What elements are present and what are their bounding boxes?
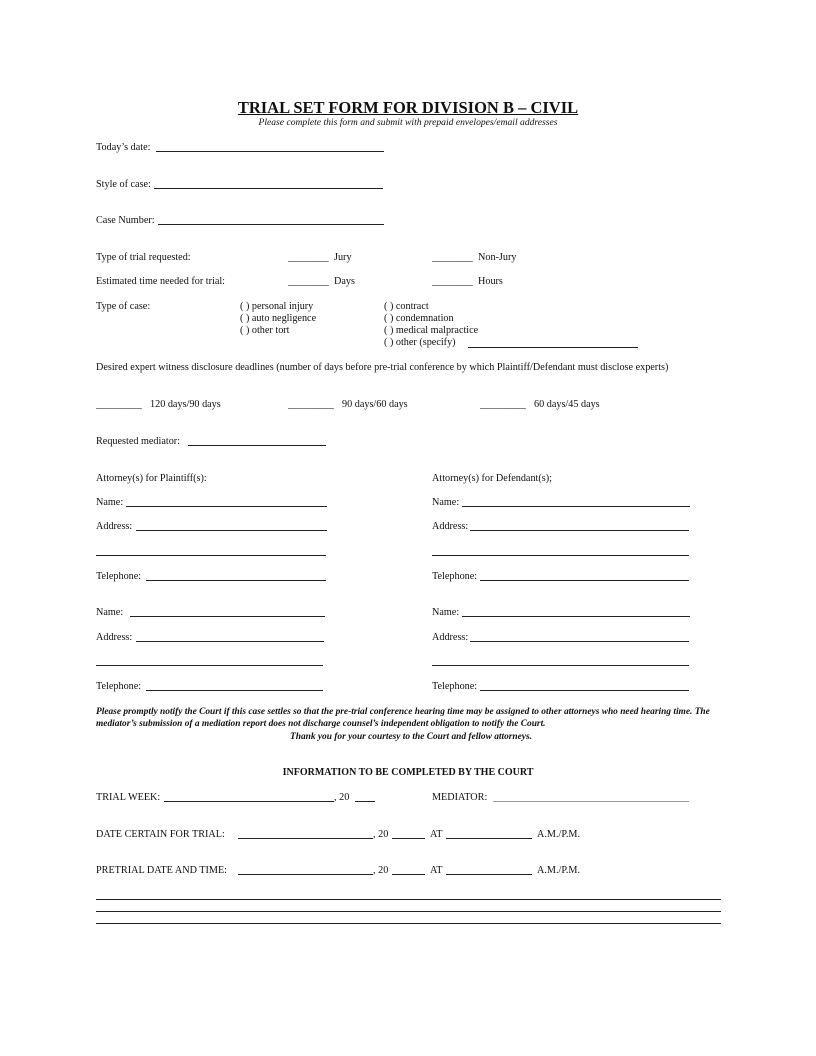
defendant-address-label: Address: bbox=[432, 521, 469, 532]
jury-label: Jury bbox=[334, 252, 352, 263]
case-type-option[interactable]: ( ) condemnation bbox=[384, 313, 454, 324]
case-type-option[interactable]: ( ) medical malpractice bbox=[384, 325, 479, 336]
notice-text: Please promptly notify the Court if this case settles so that the pre-trial conference hearing time may be assigned to other attorneys who need hearing time. The mediator’s submission of a mediation report does not discharge counsel’s independent obligation to notify the Court. bbox=[96, 707, 710, 730]
plaintiff-telephone-field[interactable] bbox=[146, 580, 326, 581]
plaintiff-address-field[interactable] bbox=[136, 641, 324, 642]
trial-week-year-field[interactable] bbox=[355, 801, 375, 802]
expert-option-label: 120 days/90 days bbox=[150, 399, 221, 410]
pretrial-at: AT bbox=[430, 865, 443, 876]
case-type-label: Type of case: bbox=[96, 301, 151, 312]
defendant-name-field[interactable] bbox=[462, 506, 690, 507]
nonjury-blank[interactable]: ________ bbox=[432, 252, 473, 263]
form-title: TRIAL SET FORM FOR DIVISION B – CIVIL bbox=[237, 98, 579, 117]
notice-thanks: Thank you for your courtesy to the Court and fellow attorneys. bbox=[290, 731, 532, 742]
plaintiff-telephone-label: Telephone: bbox=[96, 681, 142, 692]
estimated-time-label: Estimated time needed for trial: bbox=[96, 276, 225, 287]
hours-blank[interactable]: ________ bbox=[432, 276, 473, 287]
notes-line[interactable] bbox=[96, 899, 721, 900]
expert-option-blank[interactable]: _________ bbox=[480, 399, 526, 410]
plaintiff-address-line2[interactable] bbox=[96, 665, 323, 666]
defendant-telephone-field[interactable] bbox=[480, 580, 689, 581]
date-certain-field[interactable] bbox=[238, 838, 373, 839]
plaintiff-address-label: Address: bbox=[96, 521, 133, 532]
plaintiff-name-field[interactable] bbox=[130, 616, 325, 617]
trial-type-label: Type of trial requested: bbox=[96, 252, 191, 263]
requested-mediator-field[interactable] bbox=[188, 445, 326, 446]
defendant-address-line2[interactable] bbox=[432, 665, 689, 666]
plaintiff-address-field[interactable] bbox=[136, 530, 327, 531]
defendant-address-field[interactable] bbox=[470, 641, 689, 642]
plaintiff-name-field[interactable] bbox=[126, 506, 327, 507]
todays-date-label: Today’s date: bbox=[96, 142, 151, 153]
pretrial-date-field[interactable] bbox=[238, 874, 373, 875]
notes-line[interactable] bbox=[96, 911, 721, 912]
defendant-telephone-label: Telephone: bbox=[432, 571, 478, 582]
plaintiff-name-label: Name: bbox=[96, 497, 124, 508]
date-certain-at: AT bbox=[430, 829, 443, 840]
trial-week-field[interactable] bbox=[164, 801, 334, 802]
case-type-option[interactable]: ( ) personal injury bbox=[240, 301, 314, 312]
form-subtitle: Please complete this form and submit with prepaid envelopes/email addresses bbox=[258, 117, 558, 128]
days-blank[interactable]: ________ bbox=[288, 276, 329, 287]
style-of-case-field[interactable] bbox=[154, 188, 383, 189]
date-certain-time-field[interactable] bbox=[446, 838, 532, 839]
defendant-telephone-label: Telephone: bbox=[432, 681, 478, 692]
defendant-name-label: Name: bbox=[432, 497, 460, 508]
date-certain-label: DATE CERTAIN FOR TRIAL: bbox=[96, 829, 225, 840]
expert-option-label: 90 days/60 days bbox=[342, 399, 408, 410]
days-label: Days bbox=[334, 276, 355, 287]
notes-line[interactable] bbox=[96, 923, 721, 924]
plaintiff-address-line2[interactable] bbox=[96, 555, 326, 556]
defendant-heading: Attorney(s) for Defendant(s); bbox=[432, 473, 552, 484]
date-certain-ampm: A.M./P.M. bbox=[537, 829, 581, 840]
trial-week-label: TRIAL WEEK: bbox=[96, 792, 161, 803]
expert-deadline-text: Desired expert witness disclosure deadlines (number of days before pre-trial conference by which Plaintiff/Defendant must disclose experts) bbox=[96, 362, 669, 373]
case-type-option[interactable]: ( ) auto negligence bbox=[240, 313, 317, 324]
pretrial-year-field[interactable] bbox=[392, 874, 425, 875]
plaintiff-telephone-field[interactable] bbox=[146, 690, 323, 691]
case-number-field[interactable] bbox=[158, 224, 384, 225]
case-type-option[interactable]: ( ) contract bbox=[384, 301, 429, 312]
defendant-address-label: Address: bbox=[432, 632, 469, 643]
court-section-heading: INFORMATION TO BE COMPLETED BY THE COURT bbox=[282, 767, 534, 778]
court-mediator-label: MEDIATOR: bbox=[432, 792, 488, 803]
defendant-name-label: Name: bbox=[432, 607, 460, 618]
court-mediator-field[interactable] bbox=[493, 801, 689, 802]
pretrial-ampm: A.M./P.M. bbox=[537, 865, 581, 876]
defendant-address-line2[interactable] bbox=[432, 555, 689, 556]
settlement-notice bbox=[96, 706, 726, 743]
case-type-option-other[interactable]: ( ) other (specify) bbox=[384, 337, 456, 348]
expert-option-label: 60 days/45 days bbox=[534, 399, 600, 410]
plaintiff-name-label: Name: bbox=[96, 607, 124, 618]
expert-option-blank[interactable]: _________ bbox=[288, 399, 334, 410]
other-specify-field[interactable] bbox=[468, 347, 638, 348]
plaintiff-address-label: Address: bbox=[96, 632, 133, 643]
plaintiff-telephone-label: Telephone: bbox=[96, 571, 142, 582]
date-certain-year-prefix: , 20 bbox=[373, 829, 389, 840]
todays-date-field[interactable] bbox=[156, 151, 384, 152]
jury-blank[interactable]: ________ bbox=[288, 252, 329, 263]
style-of-case-label: Style of case: bbox=[96, 179, 151, 190]
requested-mediator-label: Requested mediator: bbox=[96, 436, 181, 447]
pretrial-time-field[interactable] bbox=[446, 874, 532, 875]
case-type-option[interactable]: ( ) other tort bbox=[240, 325, 290, 336]
defendant-name-field[interactable] bbox=[462, 616, 690, 617]
plaintiff-heading: Attorney(s) for Plaintiff(s): bbox=[96, 473, 207, 484]
date-certain-year-field[interactable] bbox=[392, 838, 425, 839]
defendant-telephone-field[interactable] bbox=[480, 690, 689, 691]
expert-option-blank[interactable]: _________ bbox=[96, 399, 142, 410]
pretrial-label: PRETRIAL DATE AND TIME: bbox=[96, 865, 228, 876]
nonjury-label: Non-Jury bbox=[478, 252, 517, 263]
pretrial-year-prefix: , 20 bbox=[373, 865, 389, 876]
hours-label: Hours bbox=[478, 276, 503, 287]
trial-week-year-prefix: , 20 bbox=[334, 792, 350, 803]
case-number-label: Case Number: bbox=[96, 215, 155, 226]
defendant-address-field[interactable] bbox=[470, 530, 689, 531]
